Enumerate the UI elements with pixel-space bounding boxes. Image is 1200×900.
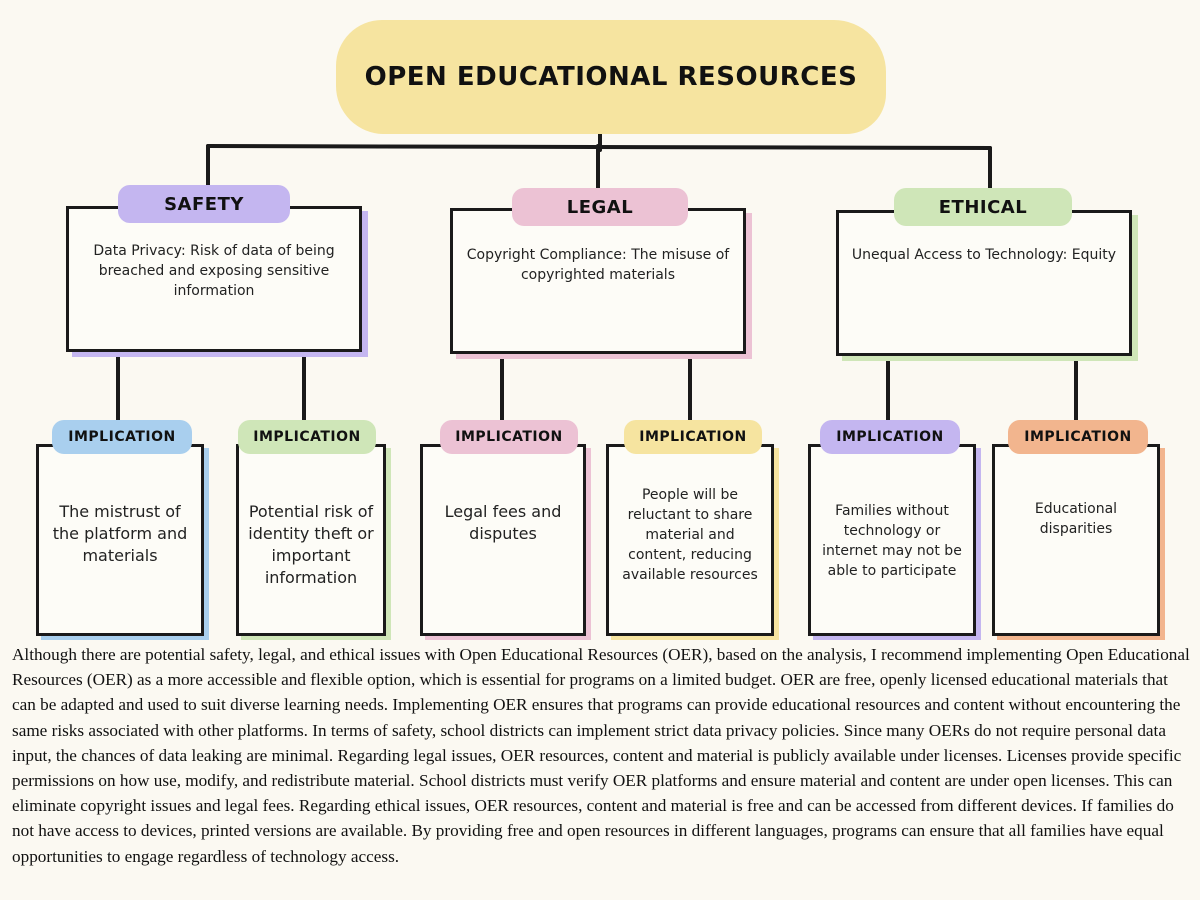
- ethical-implication-text-2: Educational disparities: [1034, 501, 1118, 537]
- safety-description: Data Privacy: Risk of data of being breached and exposing sensitive information: [93, 243, 335, 299]
- safety-label: SAFETY: [118, 185, 290, 223]
- safety-implication-label-1: IMPLICATION: [52, 420, 192, 454]
- ethical-implication-box-1: [808, 444, 976, 636]
- safety-implication-text-1: The mistrust of the platform and materials: [52, 502, 188, 565]
- ethical-label: ETHICAL: [894, 188, 1072, 226]
- legal-implication-label-2: IMPLICATION: [624, 420, 762, 454]
- legal-description: Copyright Compliance: The misuse of copyrighted materials: [466, 247, 730, 283]
- ethical-description: Unequal Access to Technology: Equity: [851, 247, 1117, 263]
- safety-implication-text-2: Potential risk of identity theft or important information: [248, 502, 374, 587]
- legal-box: [450, 208, 746, 354]
- ethical-box: [836, 210, 1132, 356]
- safety-implication-box-2: [236, 444, 386, 636]
- ethical-implication-label-1: IMPLICATION: [820, 420, 960, 454]
- diagram-title: OPEN EDUCATIONAL RESOURCES: [364, 62, 858, 92]
- recommendation-paragraph: Although there are potential safety, legal, and ethical issues with Open Educational Resources (OER), based on the analysis, I recommend implementing Open Educational Resources (OER) as a more accessible and flexible option, which is essential for programs on a limited budget. OER are free, openly licensed educational materials that can be adapted and used to suit diverse learning needs. Implementing OER ensures that programs can provide educational resources and content without encountering the same risks associated with other platforms. In terms of safety, school districts can implement strict data privacy policies. Since many OERs do not require personal data input, the chances of data leaking are minimal. Regarding legal issues, OER resources, content and material is publicly available under licenses. Licenses provide specific permissions on how use, modify, and redistribute material. School districts must verify OER platforms and ensure material and content are under open licenses. This can eliminate copyright issues and legal fees. Regarding ethical issues, OER resources, content and material is free and can be accessed from different devices. If families do not have access to devices, printed versions are available. By providing free and open resources in different languages, programs can ensure that all families have equal opportunities to engage regardless of technology access.: [12, 645, 1190, 866]
- safety-box: [66, 206, 362, 352]
- legal-implication-text-2: People will be reluctant to share material and content, reducing available resources: [622, 487, 758, 583]
- ethical-implication-label-2: IMPLICATION: [1008, 420, 1148, 454]
- safety-implication-box-1: [36, 444, 204, 636]
- ethical-implication-text-1: Families without technology or internet may not be able to participate: [822, 503, 962, 579]
- legal-implication-box-1: [420, 444, 586, 636]
- legal-implication-text-1: Legal fees and disputes: [444, 502, 562, 543]
- safety-implication-label-2: IMPLICATION: [238, 420, 376, 454]
- legal-implication-box-2: [606, 444, 774, 636]
- title-banner: [336, 20, 886, 134]
- legal-implication-label-1: IMPLICATION: [440, 420, 578, 454]
- ethical-implication-box-2: [992, 444, 1160, 636]
- legal-label: LEGAL: [512, 188, 688, 226]
